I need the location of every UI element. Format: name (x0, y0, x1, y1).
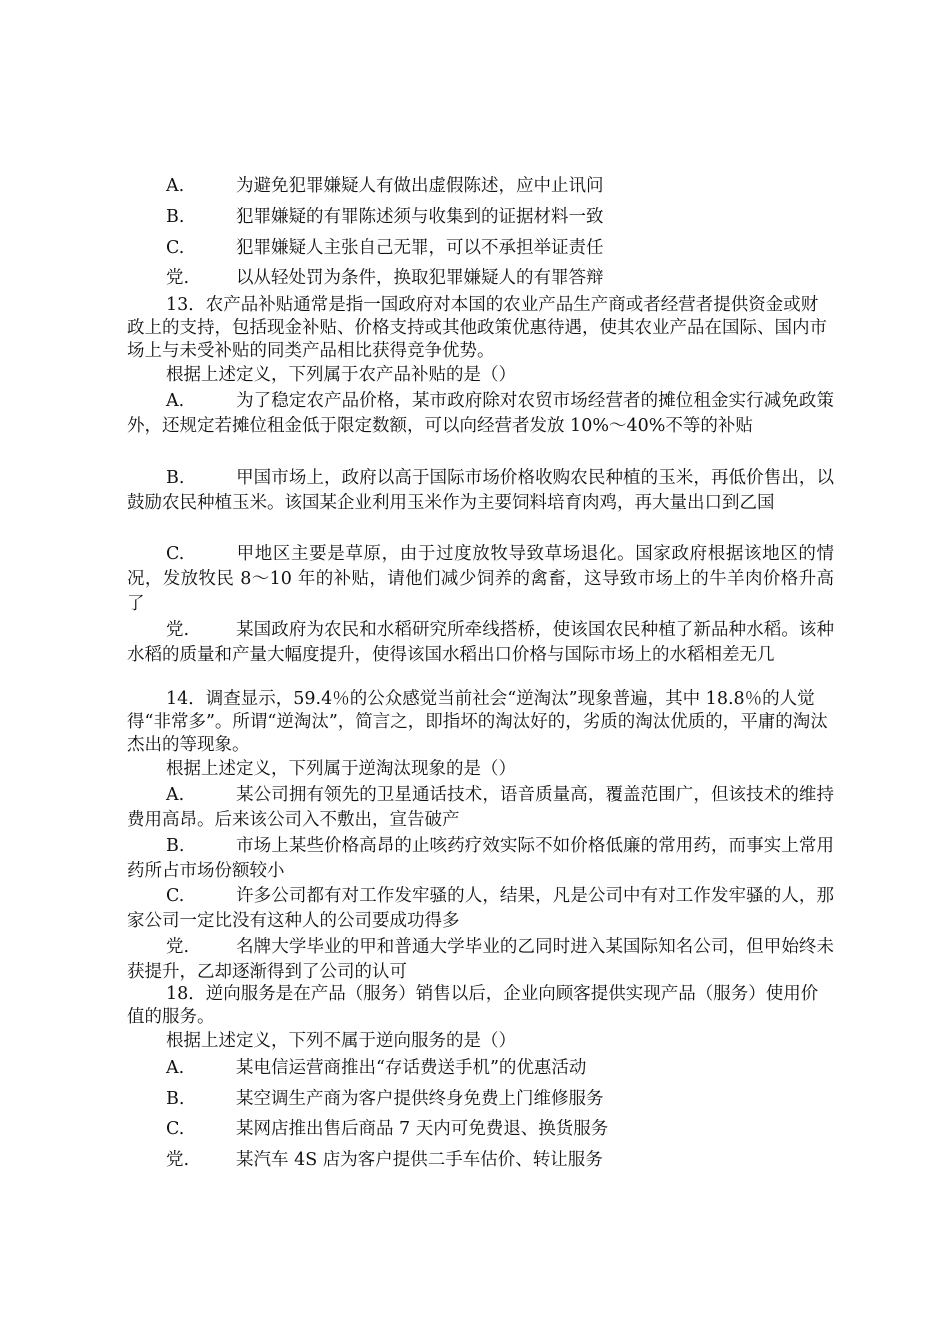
q12-option-a (166, 174, 834, 199)
option-letter: A. (166, 785, 185, 805)
option-letter: B. (166, 1089, 185, 1109)
option-letter: A. (166, 391, 185, 411)
q14-option-a (127, 783, 834, 833)
q12-option-d (166, 266, 834, 291)
option-text: 某国政府为农民和水稻研究所牵线搭桥，使该国农民种植了新品种水稻。该种水稻的质量和产量大幅度提升，使得该国水稻出口价格与国际市场上的水稻相差无几 (127, 620, 834, 665)
q13-option-b (127, 466, 834, 516)
option-text: 为了稳定农产品价格，某市政府除对农贸市场经营者的摊位租金实行减免政策外，还规定若摊位租金低于限定数额，可以向经营者发放 10%～40%不等的补贴 (127, 391, 834, 436)
option-text: 犯罪嫌疑的有罪陈述须与收集到的证据材料一致 (236, 207, 604, 227)
option-letter: C. (166, 886, 185, 906)
q18-option-b (166, 1087, 834, 1112)
q18-stem: 18．逆向服务是在产品（服务）销售以后，企业向顾客提供实现产品（服务）使用价值的服务。 (127, 984, 819, 1027)
q18-option-c (166, 1117, 834, 1142)
option-text: 许多公司都有对工作发牢骚的人，结果，凡是公司中有对工作发牢骚的人，那家公司一定比没有这种人的公司要成功得多 (127, 886, 834, 931)
option-text: 甲国市场上，政府以高于国际市场价格收购农民种植的玉米，再低价售出，以鼓励农民种植玉米。该国某企业利用玉米作为主要饲料培育肉鸡，再大量出口到乙国 (127, 468, 834, 513)
option-text: 为避免犯罪嫌疑人有做出虚假陈述，应中止讯问 (236, 176, 604, 196)
option-text: 犯罪嫌疑人主张自己无罪，可以不承担举证责任 (236, 238, 604, 258)
option-text: 某汽车 4S 店为客户提供二手车估价、转让服务 (236, 1150, 603, 1170)
option-text: 某空调生产商为客户提供终身免费上门维修服务 (236, 1089, 604, 1109)
option-letter: A. (166, 1058, 185, 1078)
q13-stem: 13．农产品补贴通常是指一国政府对本国的农业产品生产商或者经营者提供资金或财政上的支持，包括现金补贴、价格支持或其他政策优惠待遇，使其农业产品在国际、国内市场上与未受补贴的同类产品相比获得竞争优势。 (127, 295, 827, 361)
option-letter: B. (166, 468, 185, 488)
option-letter: 党. (166, 620, 190, 640)
q18-option-d (166, 1148, 834, 1173)
q13-question: 根据上述定义，下列属于农产品补贴的是（） (166, 365, 516, 385)
option-text: 某公司拥有领先的卫星通话技术，语音质量高，覆盖范围广，但该技术的维持费用高昂。后来该公司入不敷出，宣告破产 (127, 785, 834, 830)
q13-option-c (127, 542, 834, 617)
option-letter: C. (166, 544, 185, 564)
q18-question: 根据上述定义，下列不属于逆向服务的是（） (166, 1031, 516, 1051)
q14-option-c (127, 884, 834, 934)
option-letter: C. (166, 1119, 185, 1139)
option-letter: C. (166, 238, 185, 258)
option-text: 市场上某些价格高昂的止咳药疗效实际不如价格低廉的常用药，而事实上常用药所占市场份额较小 (127, 836, 834, 881)
option-letter: 党. (166, 937, 190, 957)
option-letter: B. (166, 836, 185, 856)
option-text: 以从轻处罚为条件，换取犯罪嫌疑人的有罪答辩 (236, 268, 604, 288)
option-letter: 党. (166, 1150, 190, 1170)
option-letter: B. (166, 207, 185, 227)
q14-question: 根据上述定义，下列属于逆淘汰现象的是（） (166, 759, 516, 779)
option-letter: 党. (166, 268, 190, 288)
q13-option-d (127, 618, 834, 668)
option-text: 名牌大学毕业的甲和普通大学毕业的乙同时进入某国际知名公司，但甲始终未获提升，乙却逐渐得到了公司的认可 (127, 937, 834, 982)
option-text: 某电信运营商推出“存话费送手机”的优惠活动 (236, 1058, 587, 1078)
q18-option-a (166, 1056, 834, 1081)
q12-option-b (166, 205, 834, 230)
q14-option-d (127, 935, 834, 985)
option-text: 某网店推出售后商品 7 天内可免费退、换货服务 (236, 1119, 609, 1139)
q14-option-b (127, 834, 834, 884)
q14-stem: 14．调查显示，59.4％的公众感觉当前社会“逆淘汰”现象普遍，其中 18.8％的人觉得“非常多”。所谓“逆淘汰”，简言之，即指坏的淘汰好的，劣质的淘汰优质的，平庸的淘汰杰出的等现象。 (127, 689, 828, 755)
q12-option-c (166, 236, 834, 261)
q13-option-a (127, 389, 834, 439)
option-letter: A. (166, 176, 185, 196)
option-text: 甲地区主要是草原，由于过度放牧导致草场退化。国家政府根据该地区的情况，发放牧民 8～10 年的补贴，请他们减少饲养的禽畜，这导致市场上的牛羊肉价格升高了 (127, 544, 834, 614)
